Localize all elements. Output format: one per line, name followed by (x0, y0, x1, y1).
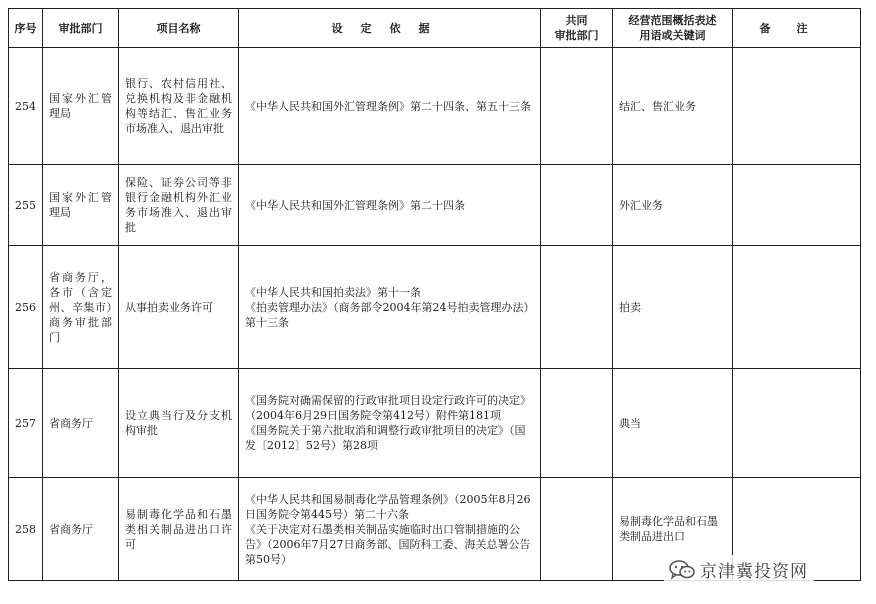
row-seq: 255 (9, 165, 43, 246)
row-remark (733, 246, 861, 369)
row-basis (239, 369, 541, 478)
row-project: 银行、农村信用社、兑换机构及非金融机构等结汇、售汇业务市场准入、退出审批 (119, 48, 239, 165)
row-joint (541, 246, 613, 369)
row-scope: 结汇、售汇业务 (613, 48, 733, 165)
basis-line: 《国务院关于第六批取消和调整行政审批项目的决定》（国发〔2012〕52号）第28项 (245, 424, 526, 452)
header-basis: 设定依据 (239, 9, 541, 48)
row-scope: 外汇业务 (613, 165, 733, 246)
row-dept: 省商务厅 (43, 369, 119, 478)
row-scope: 典当 (613, 369, 733, 478)
basis-line: 《拍卖管理办法》（商务部令2004年第24号拍卖管理办法）第十三条 (245, 300, 529, 329)
row-project: 从事拍卖业务许可 (119, 246, 239, 369)
table-body (9, 48, 861, 581)
row-seq: 256 (9, 246, 43, 369)
watermark (664, 555, 814, 584)
row-basis (239, 478, 541, 581)
row-joint (541, 478, 613, 581)
row-basis (239, 165, 541, 246)
table-header-row (9, 9, 861, 48)
row-scope: 易制毒化学品和石墨类制品进出口 (613, 478, 733, 581)
row-basis (239, 246, 541, 369)
row-dept: 省商务厅 (43, 478, 119, 581)
row-scope: 拍卖 (613, 246, 733, 369)
header-joint: 共同 审批部门 (541, 9, 613, 48)
row-project: 保险、证券公司等非银行金融机构外汇业务市场准入、退出审批 (119, 165, 239, 246)
header-seq: 序号 (9, 9, 43, 48)
row-remark (733, 369, 861, 478)
row-remark (733, 165, 861, 246)
row-remark (733, 48, 861, 165)
table-row (9, 48, 861, 165)
header-project: 项目名称 (119, 9, 239, 48)
header-dept: 审批部门 (43, 9, 119, 48)
row-joint (541, 48, 613, 165)
watermark-text: 京津冀投资网 (700, 562, 808, 582)
row-seq: 258 (9, 478, 43, 581)
table-row (9, 369, 861, 478)
row-joint (541, 369, 613, 478)
row-project: 易制毒化学品和石墨类相关制品进出口许可 (119, 478, 239, 581)
row-seq: 257 (9, 369, 43, 478)
basis-line: 《中华人民共和国拍卖法》第十一条 (245, 285, 421, 299)
table-row (9, 246, 861, 369)
row-dept: 国家外汇管理局 (43, 165, 119, 246)
basis-line: 《中华人民共和国外汇管理条例》第二十四条、第五十三条 (245, 99, 531, 113)
basis-line: 《国务院对确需保留的行政审批项目设定行政许可的决定》（2004年6月29日国务院令第412号）附件第181项 (245, 394, 531, 422)
wechat-logo-icon (668, 559, 696, 581)
basis-line: 《关于决定对石墨类相关制品实施临时出口管制措施的公告》（2006年7月27日商务部、国防科工委、海关总署公告第50号） (245, 522, 531, 566)
row-basis (239, 48, 541, 165)
approval-table (8, 8, 861, 581)
basis-line: 《中华人民共和国易制毒化学品管理条例》（2005年8月26日国务院令第445号）第二十六条 (245, 492, 531, 521)
header-remark: 备注 (733, 9, 861, 48)
row-seq: 254 (9, 48, 43, 165)
basis-line: 《中华人民共和国外汇管理条例》第二十四条 (245, 198, 465, 212)
row-joint (541, 165, 613, 246)
table-row (9, 165, 861, 246)
row-dept: 省商务厅，各市（含定州、辛集市）商务审批部门 (43, 246, 119, 369)
row-dept: 国家外汇管理局 (43, 48, 119, 165)
row-project: 设立典当行及分支机构审批 (119, 369, 239, 478)
header-scope: 经营范围概括表述 用语或关键词 (613, 9, 733, 48)
